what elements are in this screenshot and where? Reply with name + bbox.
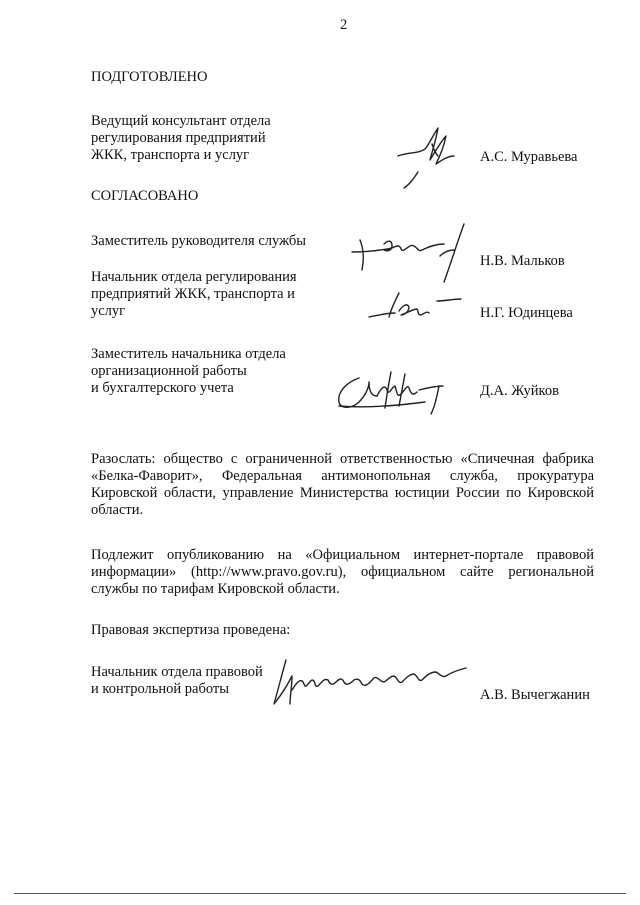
agreed-heading: СОГЛАСОВАНО bbox=[91, 188, 199, 204]
page-number: 2 bbox=[340, 17, 348, 33]
legal-review-name: А.В. Вычегжанин bbox=[480, 687, 590, 703]
legal-review-position: Начальник отдела правовой и контрольной работы bbox=[91, 664, 263, 697]
signature-yudintseva bbox=[365, 291, 463, 325]
signature-zhuikov bbox=[335, 368, 447, 420]
signature-malkov bbox=[348, 220, 470, 288]
signer-position-2: Начальник отдела регулирования предприятий ЖКК, транспорта и услуг bbox=[91, 269, 297, 319]
prepared-heading: ПОДГОТОВЛЕНО bbox=[91, 69, 208, 85]
signer-name-3: Д.А. Жуйков bbox=[480, 383, 559, 399]
legal-review-statement: Правовая экспертиза проведена: bbox=[91, 622, 291, 638]
signer-name-2: Н.Г. Юдинцева bbox=[480, 305, 573, 321]
signature-vychegzhanin bbox=[270, 650, 470, 712]
prepared-position: Ведущий консультант отдела регулирования предприятий ЖКК, транспорта и услуг bbox=[91, 113, 271, 163]
signer-position-3: Заместитель начальника отдела организационной работы и бухгалтерского учета bbox=[91, 346, 286, 396]
signer-position-1: Заместитель руководителя службы bbox=[91, 233, 307, 249]
distribution-paragraph: Разослать: общество с ограниченной ответственностью «Спичечная фабрика «Белка-Фаворит», Федеральная антимонопольная служба, прокуратура Кировской области, управление Министерства юстиции России по Кировской области. bbox=[91, 451, 594, 518]
signature-muravieva bbox=[392, 126, 464, 192]
publication-paragraph: Подлежит опубликованию на «Официальном интернет-портале правовой информации» (http://www.pravo.gov.ru), официальном сайте региональной службы по тарифам Кировской области. bbox=[91, 547, 594, 597]
prepared-name: А.С. Муравьева bbox=[480, 149, 578, 165]
bottom-rule bbox=[14, 893, 626, 894]
signer-name-1: Н.В. Мальков bbox=[480, 253, 565, 269]
